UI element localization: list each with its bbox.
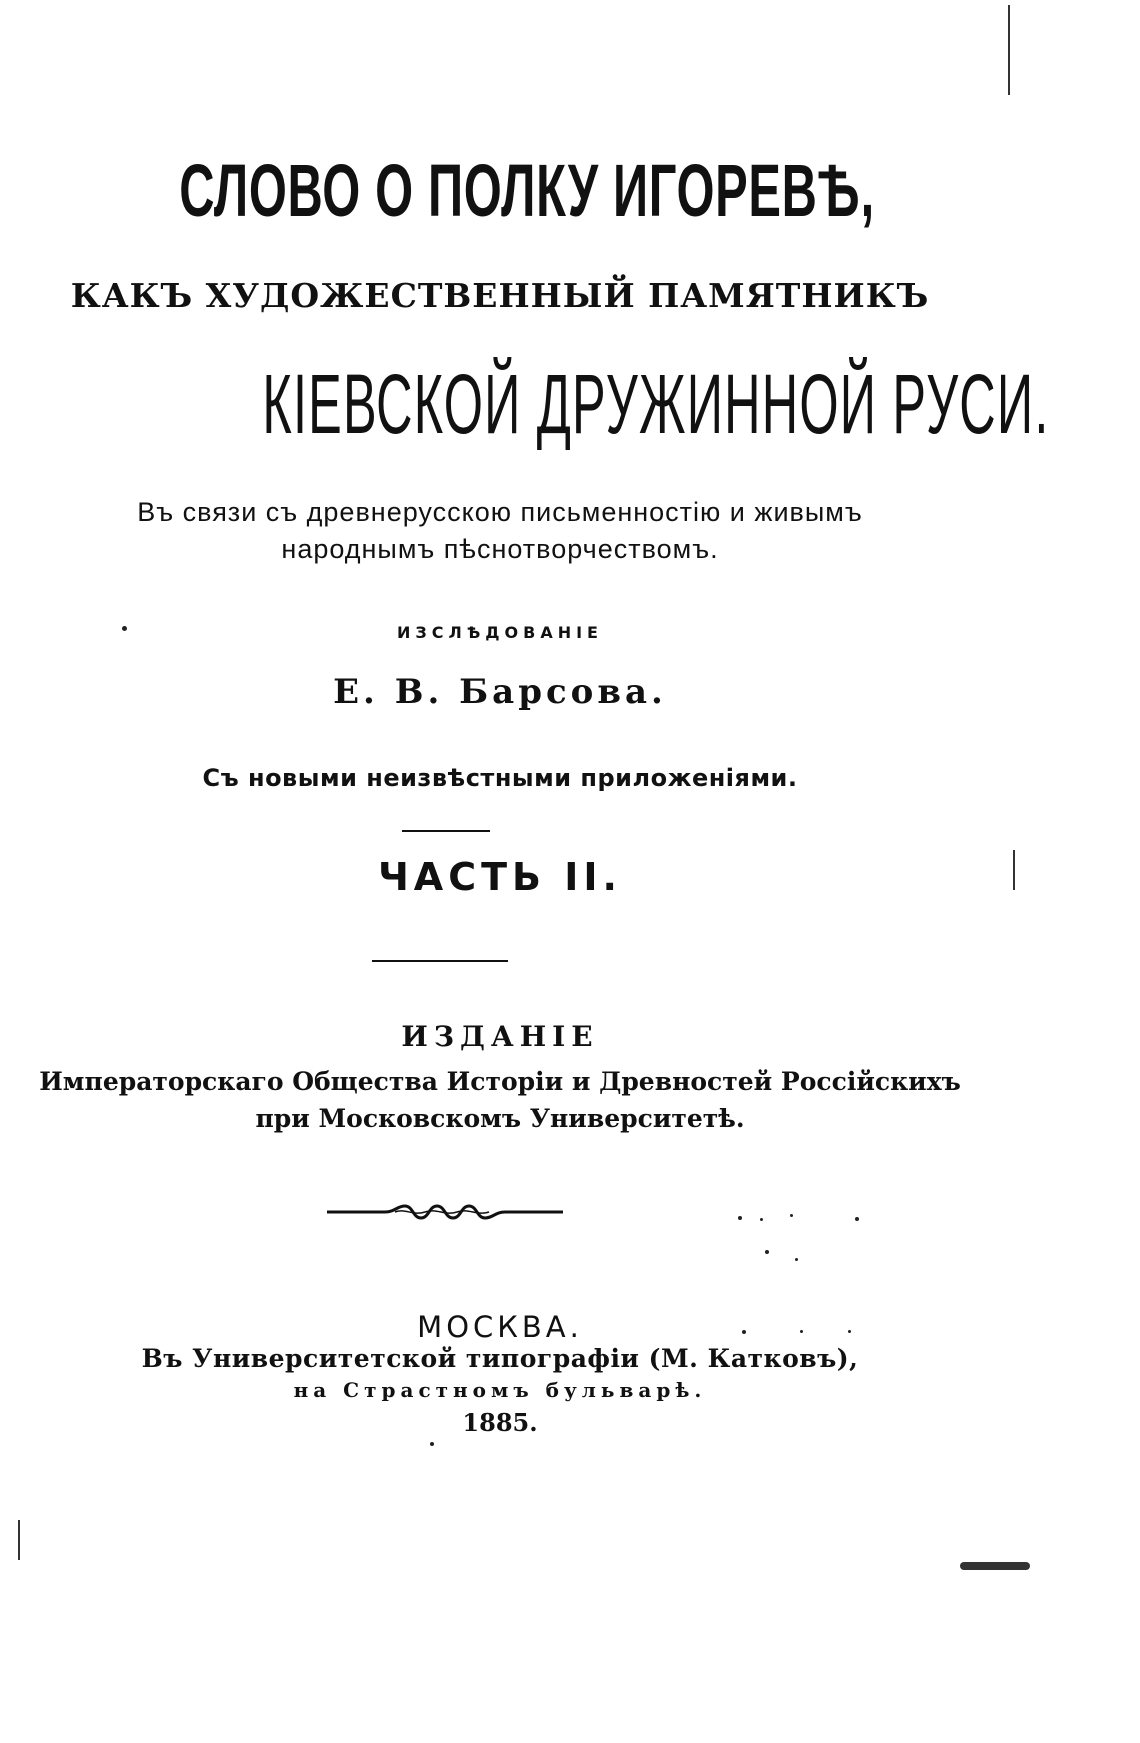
scan-speck — [790, 1214, 793, 1217]
scan-speck — [795, 1258, 798, 1261]
scan-speck — [848, 1330, 851, 1333]
wavy-ornament-divider-icon — [325, 1200, 565, 1228]
divider-rule-lower — [372, 960, 508, 962]
appendix-note: Съ новыми неизвѣстными приложеніями. — [202, 764, 798, 792]
scan-edge-mark — [1013, 850, 1015, 890]
subtitle-line-1: Въ связи съ древнерусскою письменностію и живымъ — [137, 497, 863, 527]
book-title-line-2: КАКЪ ХУДОЖЕСТВЕННЫЙ ПАМЯТНИКЪ — [70, 276, 930, 315]
publisher-line-1: Императорскаго Общества Исторіи и Древностей Россійскихъ — [39, 1067, 961, 1096]
divider-rule-upper — [402, 830, 490, 832]
book-title-line-1 — [0, 148, 1000, 234]
part-label: ЧАСТЬ II. — [378, 855, 622, 899]
scan-speck — [122, 626, 127, 631]
book-title-text-3: КІЕВСКОЙ ДРУЖИННОЙ РУСИ. — [262, 357, 1050, 451]
edition-label: ИЗДАНІЕ — [401, 1020, 599, 1053]
subtitle-line-2: народнымъ пѣснотворчествомъ. — [281, 534, 719, 564]
scan-speck — [765, 1250, 769, 1254]
author-name: Е. В. Барсова. — [333, 672, 667, 712]
research-label: ИЗСЛѢДОВАНІЕ — [397, 623, 603, 642]
publisher-line-2: при Московскомъ Университетѣ. — [255, 1104, 745, 1133]
scan-edge-mark — [960, 1562, 1030, 1570]
scan-edge-mark — [18, 1520, 20, 1560]
imprint-city: МОСКВА. — [417, 1310, 583, 1344]
book-title-line-3 — [0, 355, 1050, 453]
book-title-text-1: СЛОВО О ПОЛКУ ИГОРЕВѢ, — [179, 149, 875, 232]
scan-speck — [738, 1216, 742, 1220]
imprint-press-line-2: на Страстномъ бульварѣ. — [293, 1378, 707, 1402]
imprint-year: 1885. — [462, 1408, 538, 1437]
scan-edge-mark — [1008, 5, 1010, 95]
scan-speck — [742, 1330, 746, 1334]
imprint-press-line-1: Въ Университетской типографіи (М. Катковъ), — [141, 1344, 859, 1373]
scan-speck — [760, 1218, 763, 1221]
scan-speck — [800, 1330, 803, 1333]
scan-speck — [855, 1217, 859, 1221]
scan-speck — [430, 1442, 434, 1446]
